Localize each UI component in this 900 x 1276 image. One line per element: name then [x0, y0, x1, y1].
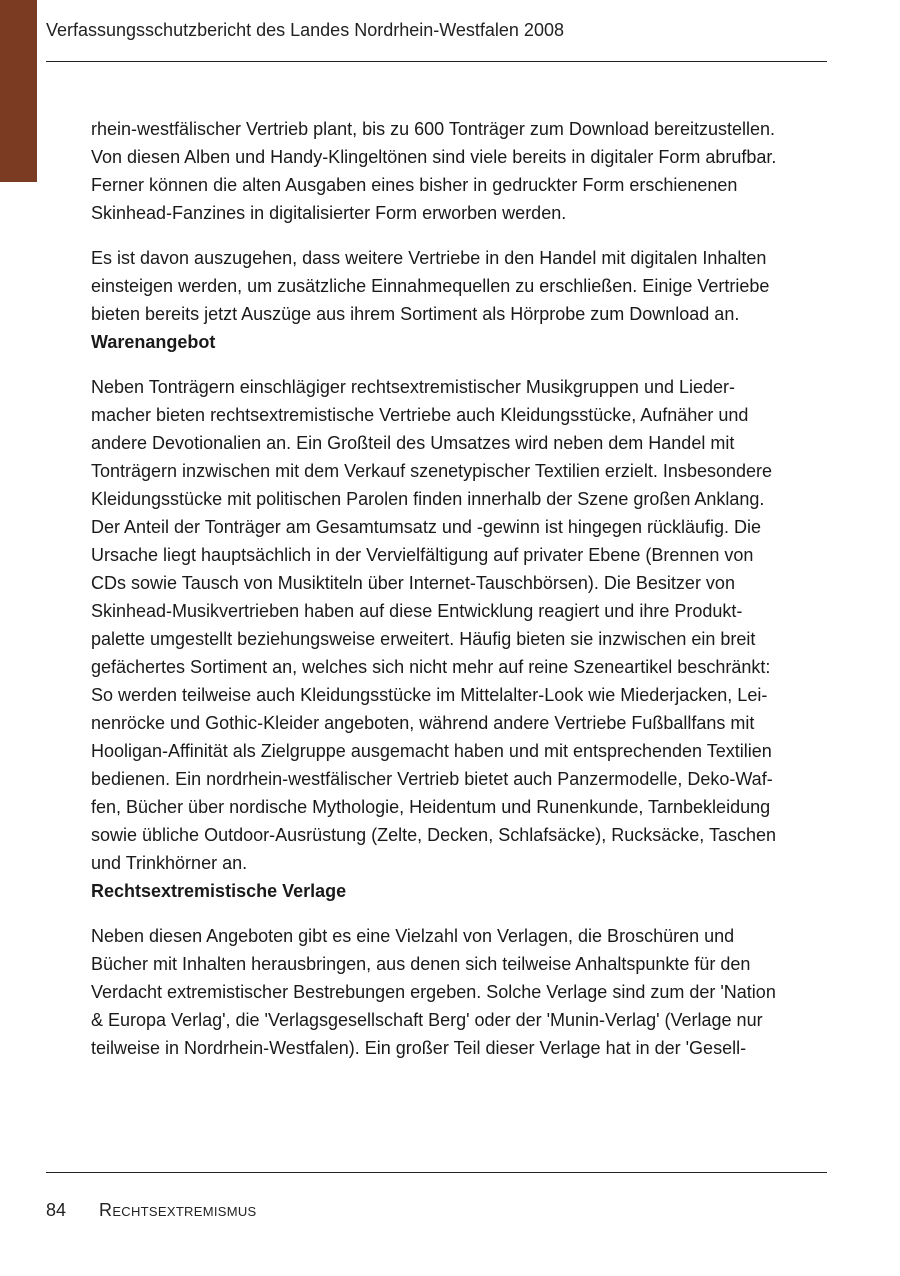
text-line: Der Anteil der Tonträger am Gesamtumsatz und -gewinn ist hingegen rückläufig. Die: [91, 517, 762, 537]
text-line: andere Devotionalien an. Ein Großteil des Umsatzes wird neben dem Handel mit: [91, 433, 735, 453]
text-line: bedienen. Ein nordrhein-westfälischer Vertrieb bietet auch Panzermodelle, Deko-Waf-: [91, 769, 773, 789]
text-line: gefächertes Sortiment an, welches sich nicht mehr auf reine Szeneartikel beschränkt:: [91, 657, 771, 677]
text-line: macher bieten rechtsextremistische Vertriebe auch Kleidungsstücke, Aufnäher und: [91, 405, 749, 425]
text-line: einsteigen werden, um zusätzliche Einnahmequellen zu erschließen. Einige Vertriebe: [91, 276, 770, 296]
text-line: nenröcke und Gothic-Kleider angeboten, während andere Vertriebe Fußballfans mit: [91, 713, 755, 733]
page-footer: [46, 1198, 257, 1222]
page-body: [91, 115, 831, 1062]
text-line: teilweise in Nordrhein-Westfalen). Ein großer Teil dieser Verlage hat in der 'Gesell-: [91, 1038, 747, 1058]
chapter-color-tab: [0, 0, 37, 182]
page-number: 84: [46, 1200, 67, 1220]
text-line: Es ist davon auszugehen, dass weitere Vertriebe in den Handel mit digitalen Inhalten: [91, 248, 767, 268]
text-line: Kleidungsstücke mit politischen Parolen finden innerhalb der Szene großen Anklang.: [91, 489, 765, 509]
text-line: Ferner können die alten Ausgaben eines bisher in gedruckter Form erschienenen: [91, 175, 738, 195]
text-line: So werden teilweise auch Kleidungsstücke im Mittelalter-Look wie Miederjacken, Lei-: [91, 685, 768, 705]
section-heading-warenangebot: Warenangebot: [91, 332, 216, 352]
text-line: rhein-westfälischer Vertrieb plant, bis zu 600 Tonträger zum Download bereitzustellen.: [91, 119, 776, 139]
running-header: Verfassungsschutzbericht des Landes Nordrhein-Westfalen 2008: [46, 20, 564, 40]
text-line: Tonträgern inzwischen mit dem Verkauf szenetypischer Textilien erzielt. Insbesondere: [91, 461, 773, 481]
text-line: palette umgestellt beziehungsweise erweitert. Häufig bieten sie inzwischen ein breit: [91, 629, 756, 649]
text-line: Skinhead-Musikvertrieben haben auf diese Entwicklung reagiert und ihre Produkt-: [91, 601, 743, 621]
section-heading-verlage: Rechtsextremistische Verlage: [91, 881, 347, 901]
paragraph: [91, 244, 831, 328]
text-line: bieten bereits jetzt Auszüge aus ihrem Sortiment als Hörprobe zum Download an.: [91, 304, 740, 324]
text-line: fen, Bücher über nordische Mythologie, Heidentum und Runenkunde, Tarnbekleidung: [91, 797, 771, 817]
text-line: sowie übliche Outdoor-Ausrüstung (Zelte, Decken, Schlafsäcke), Rucksäcke, Taschen: [91, 825, 776, 845]
paragraph: [91, 922, 831, 1062]
text-line: Bücher mit Inhalten herausbringen, aus denen sich teilweise Anhaltspunkte für den: [91, 954, 751, 974]
text-line: Neben Tonträgern einschlägiger rechtsextremistischer Musikgruppen und Lieder-: [91, 377, 736, 397]
text-line: Neben diesen Angeboten gibt es eine Vielzahl von Verlagen, die Broschüren und: [91, 926, 735, 946]
text-line: und Trinkhörner an.: [91, 853, 248, 873]
header-rule: [46, 61, 827, 62]
footer-section-name: Rechtsextremismus: [99, 1200, 257, 1220]
text-line: Skinhead-Fanzines in digitalisierter Form erworben werden.: [91, 203, 567, 223]
text-line: Von diesen Alben und Handy-Klingeltönen sind viele bereits in digitaler Form abrufbar.: [91, 147, 777, 167]
text-line: Ursache liegt hauptsächlich in der Vervielfältigung auf privater Ebene (Brennen von: [91, 545, 754, 565]
text-line: CDs sowie Tausch von Musiktiteln über Internet-Tauschbörsen). Die Besitzer von: [91, 573, 735, 593]
text-line: Verdacht extremistischer Bestrebungen ergeben. Solche Verlage sind zum der 'Nation: [91, 982, 776, 1002]
paragraph: [91, 373, 831, 877]
text-line: & Europa Verlag', die 'Verlagsgesellschaft Berg' oder der 'Munin-Verlag' (Verlage nur: [91, 1010, 763, 1030]
paragraph: [91, 115, 831, 227]
text-line: Hooligan-Affinität als Zielgruppe ausgemacht haben und mit entsprechenden Textilien: [91, 741, 772, 761]
footer-rule: [46, 1172, 827, 1173]
